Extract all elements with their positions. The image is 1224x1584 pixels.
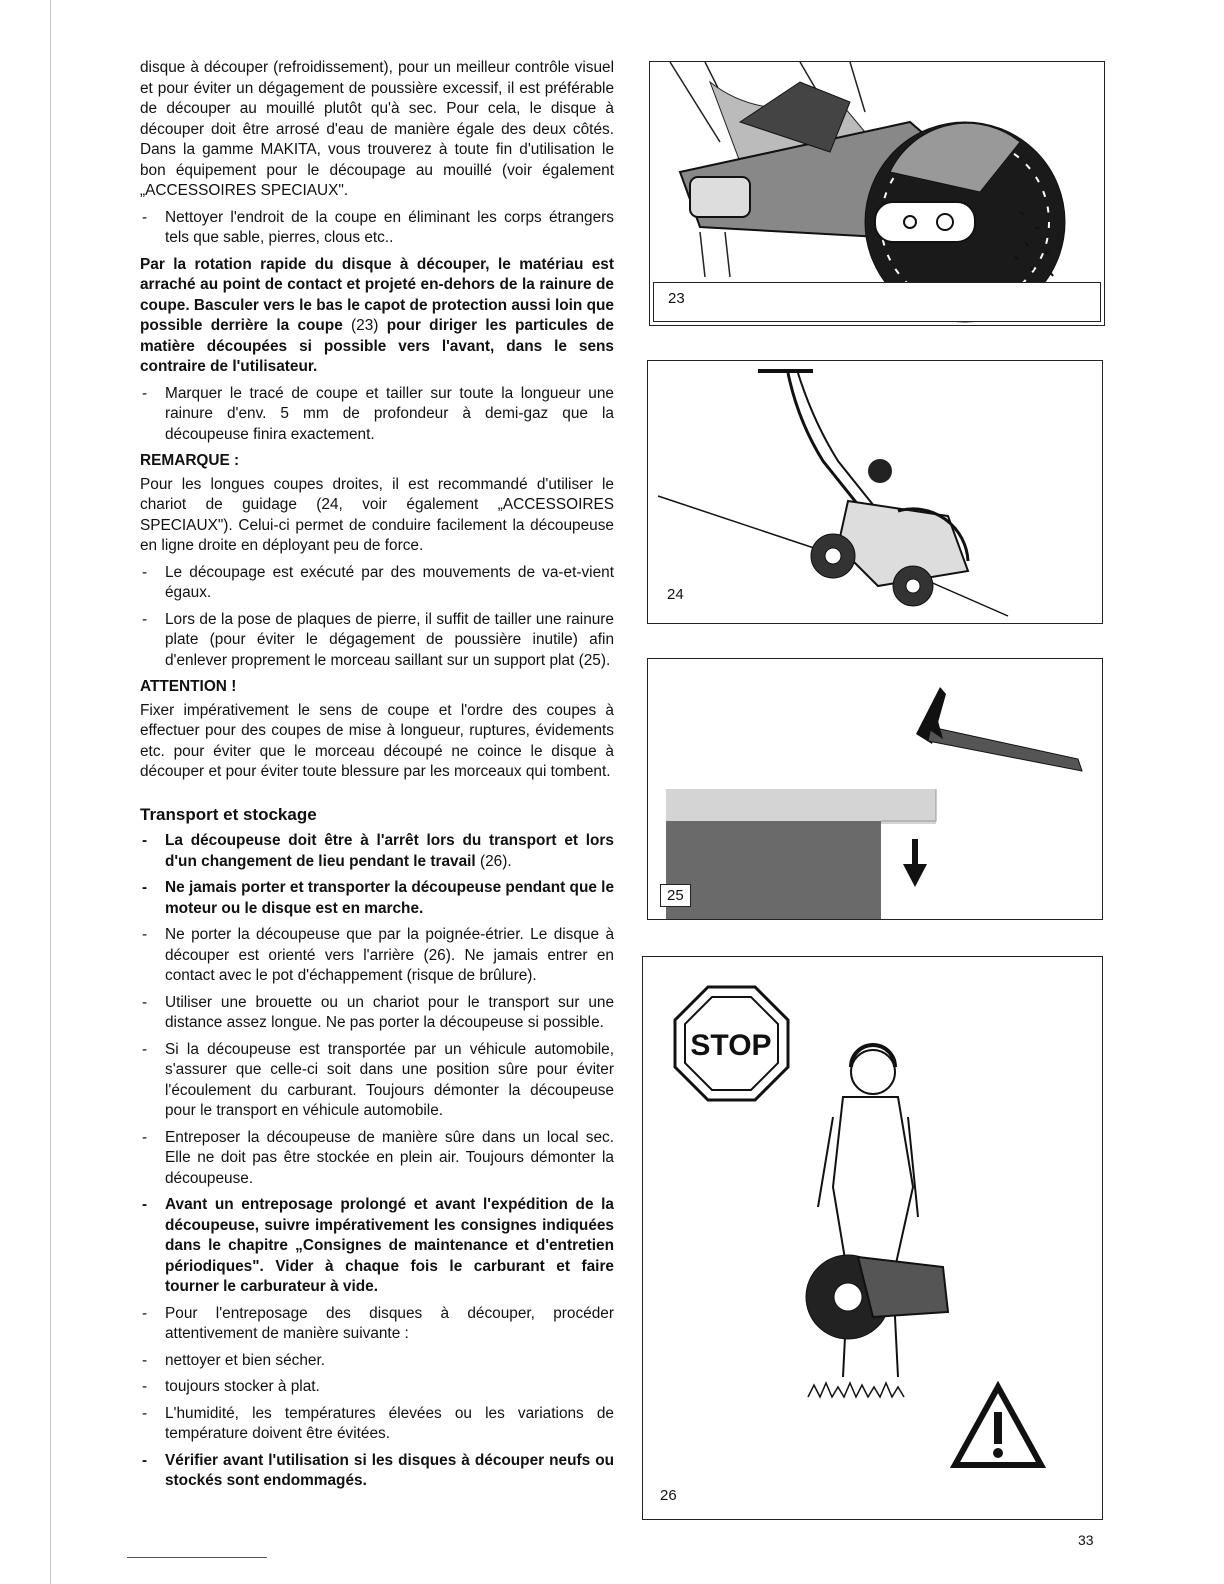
list-item: - Avant un entreposage prolongé et avant l'expédition de la découpeuse, suivre impérativement les consignes indiquées dans le chapitre „Consignes de maintenance et d'entretien périodiques". Vider à chaque fois le carburant et faire tourner le carburateur à vide.	[140, 1195, 614, 1298]
remarque-heading: REMARQUE :	[140, 452, 240, 469]
footer-rule	[127, 1557, 267, 1558]
list-item: - Ne jamais porter et transporter la découpeuse pendant que le moteur ou le disque est en marche.	[140, 878, 614, 919]
figure-26	[642, 956, 1103, 1520]
figure-caption-box	[653, 282, 1101, 322]
section-heading: Transport et stockage	[140, 804, 317, 824]
list-item: - nettoyer et bien sécher.	[140, 1351, 614, 1372]
guide-trolley-illustration	[648, 361, 1102, 623]
list-item: - Marquer le tracé de coupe et tailler sur toute la longueur une rainure d'env. 5 mm de profondeur à demi-gaz que la découpeuse finira exactement.	[140, 384, 614, 446]
list-item: - Nettoyer l'endroit de la coupe en éliminant les corps étrangers tels que sable, pierres, clous etc..	[140, 208, 614, 249]
binding-line	[50, 0, 51, 1584]
figure-number: 24	[667, 586, 684, 603]
figure-24	[647, 360, 1103, 624]
list-item: - Lors de la pose de plaques de pierre, il suffit de tailler une rainure plate (pour éviter le dégagement de poussière inutile) afin d'enlever proprement le morceau saillant sur un support plat (25).	[140, 610, 614, 672]
list-item: - Entreposer la découpeuse de manière sûre dans un local sec. Elle ne doit pas être stockée en plein air. Toujours démonter la découpeuse.	[140, 1128, 614, 1190]
list-item: - Pour l'entreposage des disques à découper, procéder attentivement de manière suivante :	[140, 1304, 614, 1345]
attention-text: Fixer impérativement le sens de coupe et l'ordre des coupes à effectuer pour des coupes de mise à longueur, ruptures, évidements etc. pour éviter que le morceau découpé ne coince le disque à découper et pour éviter toute blessure par les morceaux qui tombent.	[140, 701, 614, 780]
list-item: - toujours stocker à plat.	[140, 1377, 614, 1398]
list-item: - Si la découpeuse est transportée par un véhicule automobile, s'assurer que celle-ci soit dans une position sûre pour éviter l'écoulement du carburant. Toujours démonter la découpeuse pour le transport en véhicule automobile.	[140, 1040, 614, 1122]
hammer-stone-illustration	[648, 659, 1102, 919]
figure-number: 23	[668, 290, 685, 307]
figure-number: 26	[660, 1487, 677, 1504]
list-item: - L'humidité, les températures élevées ou les variations de température doivent être évitées.	[140, 1404, 614, 1445]
list-item: - Utiliser une brouette ou un chariot pour le transport sur une distance assez longue. Ne pas porter la découpeuse si possible.	[140, 993, 614, 1034]
attention-heading: ATTENTION !	[140, 678, 237, 695]
stop-sign-text: STOP	[690, 1029, 772, 1062]
list-item: - Le découpage est exécuté par des mouvements de va-et-vient égaux.	[140, 563, 614, 604]
remarque-text: Pour les longues coupes droites, il est recommandé d'utiliser le chariot de guidage (24, voir également „ACCESSOIRES SPECIAUX"). Celui-ci permet de conduire facilement la découpeuse en ligne droite en déployant peu de force.	[140, 475, 614, 554]
text-column	[140, 58, 614, 1498]
figure-23	[649, 61, 1105, 326]
list-item: - La découpeuse doit être à l'arrêt lors du transport et lors d'un changement de lieu pendant le travail (26).	[140, 831, 614, 872]
list-item: - Ne porter la découpeuse que par la poignée-étrier. Le disque à découper est orienté vers l'arrière (26). Ne jamais entrer en contact avec le pot d'échappement (risque de brûlure).	[140, 925, 614, 987]
paragraph-projection-warning: Par la rotation rapide du disque à découper, le matériau est arraché au point de contact et projeté en-dehors de la rainure de coupe. Basculer vers le bas le capot de protection aussi loin que possible derrière la coupe (23) pour diriger les particules de matière découpées si possible vers l'avant, dans le sens contraire de l'utilisateur.	[140, 255, 614, 375]
figure-number: 25	[660, 884, 691, 907]
paragraph-wet-cutting: disque à découper (refroidissement), pour un meilleur contrôle visuel et pour éviter un dégagement de poussière excessif, il est préférable de découper au mouillé plutôt qu'à sec. Pour cela, le disque à découper doit être arrosé d'eau de manière égale des deux côtés. Dans la gamme MAKITA, vous trouverez à toute fin d'utilisation le bon équipement pour le découpage au mouillé (voir également „ACCESSOIRES SPECIAUX".	[140, 59, 614, 199]
transport-illustration	[643, 957, 1102, 1519]
list-item: - Vérifier avant l'utilisation si les disques à découper neufs ou stockés sont endommagés.	[140, 1451, 614, 1492]
figure-25	[647, 658, 1103, 920]
page-number: 33	[1078, 1532, 1094, 1548]
